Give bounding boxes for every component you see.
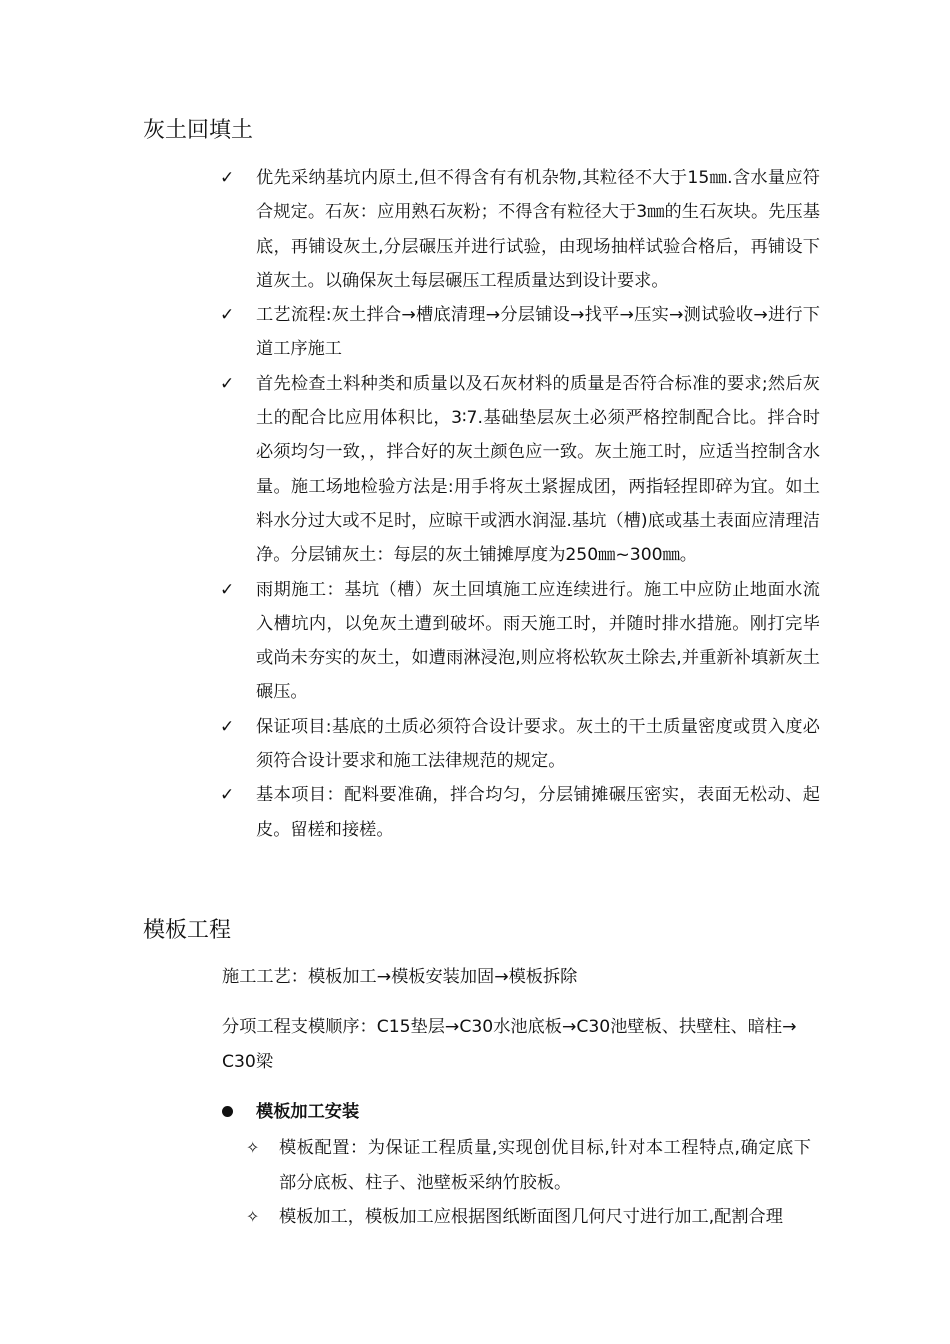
checklist-item	[220, 161, 820, 298]
bullet-heading: 模板加工安装	[256, 1102, 360, 1122]
checklist-item-text: 基本项目：配料要准确，拌合均匀，分层铺摊碾压密实，表面无松动、起皮。留槎和接槎。	[256, 785, 820, 840]
check-icon: ✓	[220, 305, 235, 326]
check-icon: ✓	[220, 168, 235, 188]
sub-list-item	[246, 1131, 811, 1200]
formwork-order-paragraph: 分项工程支模顺序：C15垫层→C30水池底板→C30池壁板、扶壁柱、暗柱→C30梁	[222, 1017, 797, 1072]
checklist-item	[220, 298, 820, 367]
checklist-item	[220, 710, 820, 779]
sub-list-item	[246, 1200, 811, 1235]
checklist-item-text: 保证项目:基底的土质必须符合设计要求。灰土的干土质量密度或贯入度必须符合设计要求和施工法律规范的规定。	[256, 716, 820, 772]
section-title-lime-soil-backfill: 灰土回填土	[143, 118, 254, 143]
sub-list-item-text: 模板配置：为保证工程质量,实现创优目标,针对本工程特点,确定底下部分底板、柱子、池壁板采纳竹胶板。	[279, 1138, 811, 1193]
checklist-item	[220, 778, 820, 847]
diamond-icon: ✧	[246, 1207, 260, 1226]
checklist-item	[220, 573, 820, 710]
section-title-formwork: 模板工程	[143, 918, 232, 943]
bullet-icon	[222, 1106, 233, 1117]
check-icon: ✓	[220, 579, 235, 600]
sub-list-item-text: 模板加工，模板加工应根据图纸断面图几何尺寸进行加工,配割合理	[279, 1207, 783, 1227]
formwork-sub-list	[246, 1131, 811, 1235]
check-icon: ✓	[220, 716, 235, 737]
check-icon: ✓	[220, 373, 235, 394]
check-icon: ✓	[220, 785, 235, 806]
construction-process-paragraph: 施工工艺：模板加工→模板安装加固→模板拆除	[222, 967, 578, 987]
checklist-item-text: 首先检查土料种类和质量以及石灰材料的质量是否符合标准的要求;然后灰土的配合比应用体积比，3∶7.基础垫层灰土必须严格控制配合比。拌合时必须均匀一致，，拌合好的灰土颜色应一致。灰土施工时，应适当控制含水量。施工场地检验方法是:用手将灰土紧握成团，两指轻捏即碎为宜。如土料水分过大或不足时，应晾干或洒水润湿.基坑（槽)底或基土表面应清理洁净。分层铺灰土：每层的灰土铺摊厚度为250㎜~300㎜。	[256, 373, 820, 566]
diamond-icon: ✧	[246, 1138, 260, 1157]
checklist-item-text: 雨期施工：基坑（槽）灰土回填施工应连续进行。施工中应防止地面水流入槽坑内，以免灰土遭到破坏。雨天施工时，并随时排水措施。刚打完毕或尚未夯实的灰土，如遭雨淋浸泡,则应将松软灰土除去,并重新补填新灰土碾压。	[256, 579, 820, 703]
checklist-item	[220, 367, 820, 573]
lime-soil-checklist	[220, 161, 820, 847]
checklist-item-text: 工艺流程:灰土拌合→槽底清理→分层铺设→找平→压实→测试验收→进行下道工序施工	[256, 305, 820, 360]
checklist-item-text: 优先采纳基坑内原土,但不得含有有机杂物,其粒径不大于15㎜.含水量应符合规定。石灰：应用熟石灰粉；不得含有粒径大于3㎜的生石灰块。先压基底，再铺设灰土,分层碾压并进行试验，由现场抽样试验合格后，再铺设下道灰土。以确保灰土每层碾压工程质量达到设计要求。	[256, 168, 820, 291]
